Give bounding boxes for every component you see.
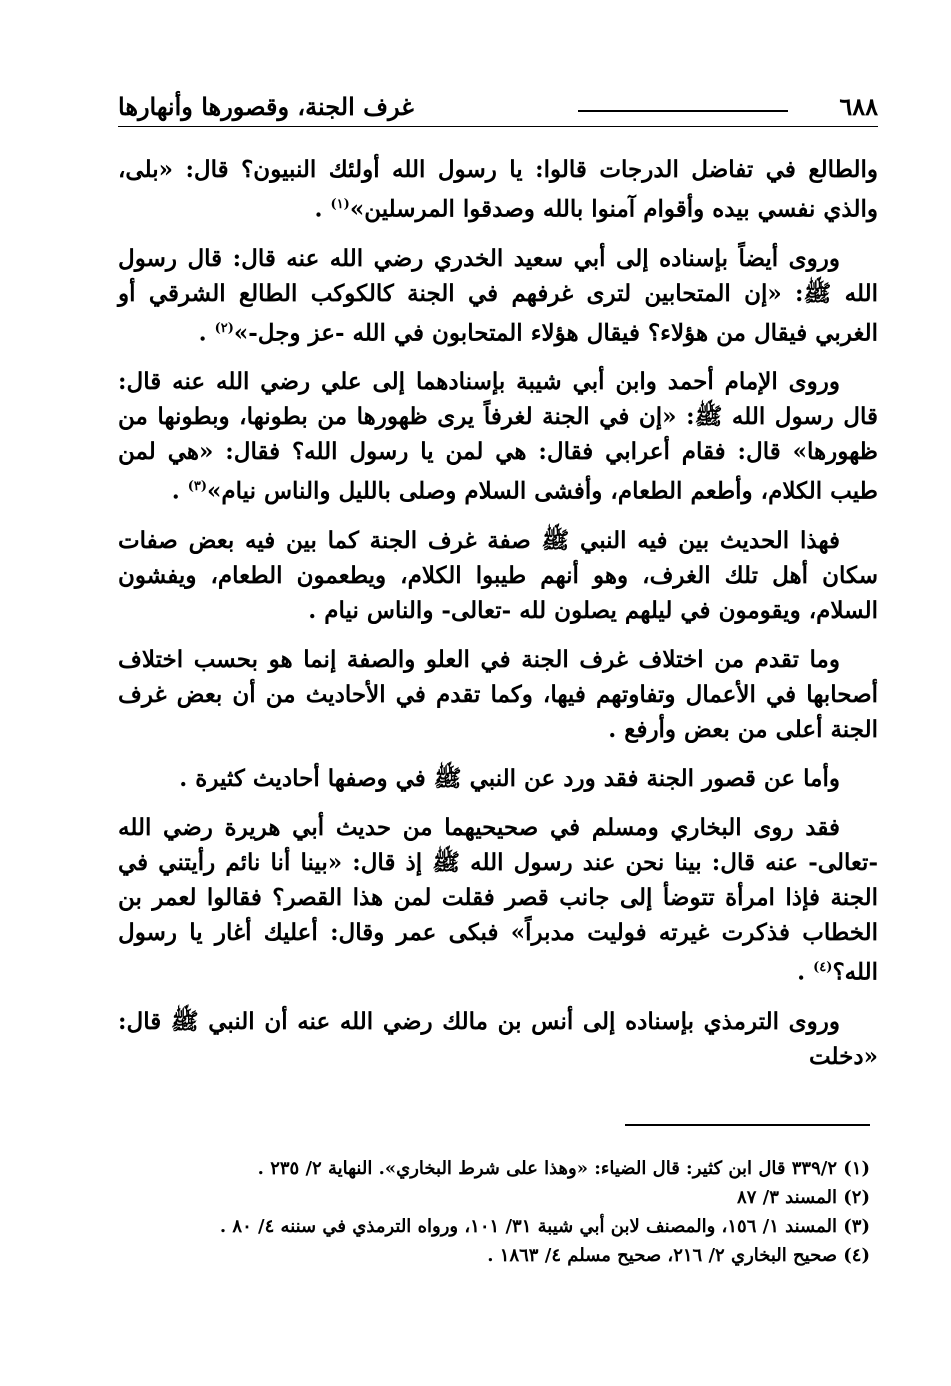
paragraph: وروى الترمذي بإسناده إلى أنس بن مالك رضي الله عنه أن النبي ﷺ قال: «دخلت	[118, 1007, 878, 1070]
footnote-ref: (١)	[330, 197, 350, 212]
footnote-separator	[625, 1124, 870, 1126]
paragraph: والطالع في تفاضل الدرجات قالوا: يا رسول الله أولئك النبيون؟ قال: «بلى، والذي نفسي بيده وأقوام آمنوا بالله وصدقوا المرسلين»$^{(١)}$ .	[118, 156, 878, 223]
paragraph: وروى الإمام أحمد وابن أبي شيبة بإسنادهما إلى علي رضي الله عنه قال: قال رسول الله ﷺ: «إن في الجنة لغرفاً يرى ظهورها من بطونها، وبطونها من ظهورها» قال: فقام أعرابي فقال: هي لمن يا رسول الله؟ فقال: «هي لمن طيب الكلام، وأطعم الطعام، وأفشى السلام وصلى بالليل والناس نيام»$^{(٣)}$ .	[118, 368, 878, 505]
footnote: (٢) المسند ٣/ ٨٧	[737, 1187, 870, 1208]
paragraph: وروى أيضاً بإسناده إلى أبي سعيد الخدري رضي الله عنه قال: قال رسول الله ﷺ: «إن المتحابين لترى غرفهم في الجنة كالكوكب الطالع الشرقي أو الغربي فيقال من هؤلاء؟ فيقال هؤلاء المتحابون في الله -عز وجل-»$^{(٢)}$ .	[118, 244, 878, 347]
header-baseline	[118, 126, 878, 127]
footnote-ref: (٣)	[187, 479, 207, 495]
header-rule	[578, 110, 788, 112]
paragraph: وأما عن قصور الجنة فقد ورد عن النبي ﷺ في وصفها أحاديث كثيرة .	[179, 764, 840, 792]
footnote-ref: (٤)	[813, 959, 833, 975]
paragraph: فهذا الحديث بين فيه النبي ﷺ صفة غرف الجنة كما بين فيه بعض صفات سكان أهل تلك الغرف، وهو أنهم طيبوا الكلام، ويطعمون الطعام، ويفشون السلام، ويقومون في ليلهم يصلون لله -تعالى- والناس نيام .	[118, 526, 878, 624]
footnote: (٤) صحيح البخاري ٢/ ٢١٦، صحيح مسلم ٤/ ١٨٦٣ .	[487, 1245, 870, 1266]
footnotes	[219, 1154, 870, 1270]
footnote-ref: (٢)	[214, 320, 234, 336]
running-title: غرف الجنة، وقصورها وأنهارها	[118, 92, 414, 121]
page-number: ٦٨٨	[839, 92, 878, 121]
paragraph: وما تقدم من اختلاف غرف الجنة في العلو والصفة إنما هو بحسب اختلاف أصحابها في الأعمال وتفاوتهم فيها، وكما تقدم في الأحاديث من أن بعض غرف الجنة أعلى من بعض وأرفع .	[118, 645, 878, 743]
page-header	[118, 88, 878, 128]
footnote: (٣) المسند ١/ ١٥٦، والمصنف لابن أبي شيبة ٣١/ ١٠١، ورواه الترمذي في سننه ٤/ ٨٠ .	[219, 1216, 870, 1237]
main-text	[118, 152, 878, 1088]
footnote: (١) ٣٣٩/٢ قال ابن كثير: قال الضياء: «وهذا على شرط البخاري». النهاية ٢/ ٢٣٥ .	[257, 1158, 870, 1179]
paragraph: فقد روى البخاري ومسلم في صحيحيهما من حديث أبي هريرة رضي الله -تعالى- عنه قال: بينا نحن عند رسول الله ﷺ إذ قال: «بينا أنا نائم رأيتني في الجنة فإذا امرأة تتوضأ إلى جانب قصر فقلت لمن هذا القصر؟ فقالوا لعمر بن الخطاب فذكرت غيرته فوليت مدبراً» فبكى عمر وقال: أعليك أغار يا رسول الله؟$^{(٤)}$ .	[118, 813, 878, 986]
